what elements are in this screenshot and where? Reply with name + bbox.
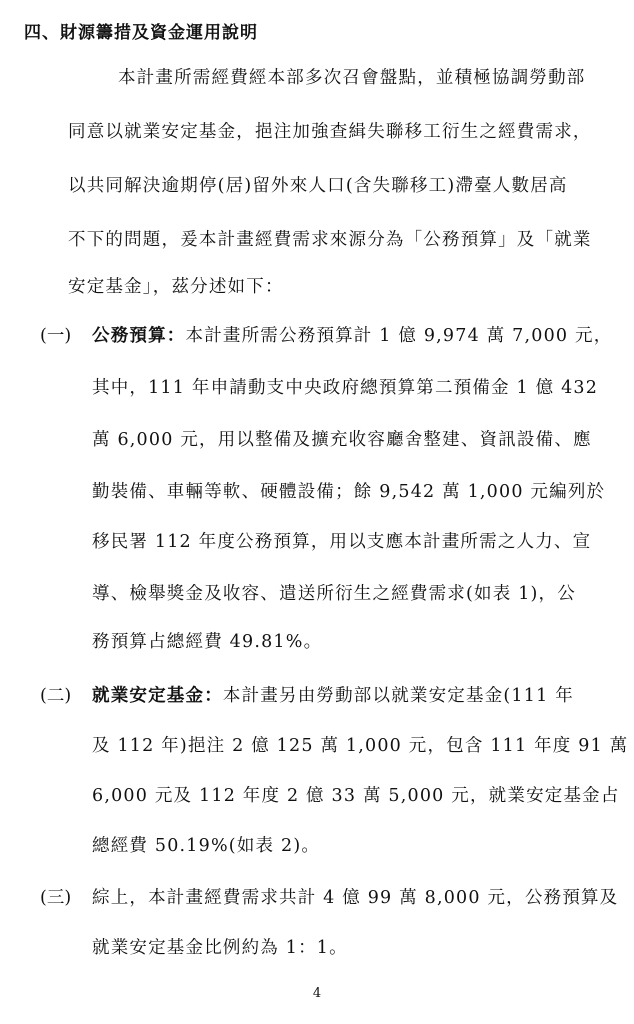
item-first-line [92, 884, 618, 909]
item-first-text: 綜上，本計畫經費需求共計 4 億 99 萬 8,000 元，公務預算及 [92, 888, 619, 908]
item-label: (三) [40, 888, 72, 908]
item-first-text: 本計畫所需公務預算計 1 億 9,974 萬 7,000 元， [185, 326, 613, 346]
item-line: 勤裝備、車輛等軟、硬體設備；餘 9,542 萬 1,000 元編列於 [92, 482, 606, 502]
intro-line: 本計畫所需經費經本部多次召會盤點，並積極協調勞動部 [118, 68, 586, 88]
item-line: 就業安定基金比例約為 1：1。 [92, 938, 348, 958]
intro-line: 同意以就業安定基金，挹注加強查緝失聯移工衍生之經費需求， [68, 122, 592, 142]
item-line: 及 112 年)挹注 2 億 125 萬 1,000 元，包含 111 年度 91 萬 [92, 736, 629, 756]
item-term: 公務預算： [92, 326, 186, 346]
item-line: 其中，111 年申請動支中央政府總預算第二預備金 1 億 432 [92, 378, 599, 398]
item-label: (一) [40, 326, 72, 346]
intro-line: 以共同解決逾期停(居)留外來人口(含失聯移工)滯臺人數居高 [68, 176, 568, 196]
intro-line: 不下的問題，爰本計畫經費需求來源分為「公務預算」及「就業 [68, 230, 592, 250]
item-line: 6,000 元及 112 年度 2 億 33 萬 5,000 元，就業安定基金占 [92, 786, 620, 806]
intro-line: 安定基金」，茲分述如下： [68, 277, 284, 297]
item-line: 導、檢舉獎金及收容、遣送所衍生之經費需求(如表 1)，公 [92, 584, 576, 604]
item-first-text: 本計畫另由勞動部以就業安定基金(111 年 [222, 686, 574, 706]
item-term: 就業安定基金： [92, 686, 223, 706]
item-line: 萬 6,000 元，用以整備及擴充收容廳舍整建、資訊設備、應 [92, 430, 592, 450]
section-heading: 四、財源籌措及資金運用說明 [24, 23, 258, 43]
item-first-line [92, 682, 574, 707]
item-label: (二) [40, 686, 72, 706]
page-number: 4 [312, 986, 322, 1001]
item-first-line [92, 322, 612, 347]
item-line: 總經費 50.19%(如表 2)。 [92, 836, 321, 856]
item-line: 務預算占總經費 49.81%。 [92, 632, 323, 652]
item-line: 移民署 112 年度公務預算，用以支應本計畫所需之人力、宣 [92, 532, 592, 552]
